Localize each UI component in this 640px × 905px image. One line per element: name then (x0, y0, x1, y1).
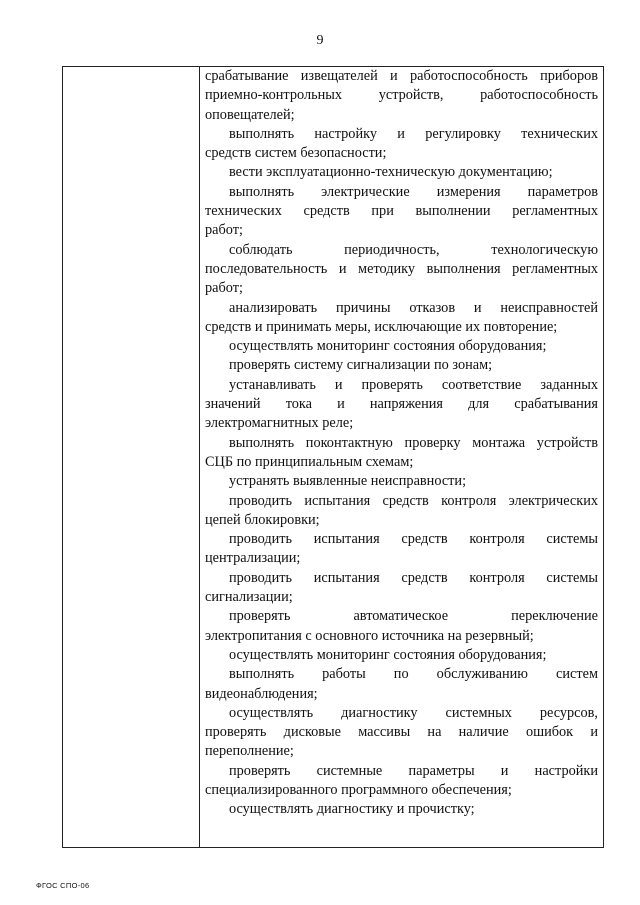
text-line: проверять систему сигнализации по зонам; (229, 357, 493, 374)
column-divider (199, 67, 200, 847)
text-line: значений тока и напряжения для срабатывания (205, 396, 598, 413)
text-line: централизации; (205, 550, 301, 567)
text-line: проверять системные параметры и настройки (229, 762, 598, 779)
text-line: цепей блокировки; (205, 511, 320, 528)
text-line: осуществлять мониторинг состояния оборудования; (229, 646, 547, 663)
text-line: устранять выявленные неисправности; (229, 473, 467, 490)
footer-label: ФГОС СПО-06 (36, 881, 90, 890)
text-line: технических средств при выполнении регламентных (205, 203, 598, 220)
text-line: срабатывание извещателей и работоспособность приборов (205, 68, 598, 84)
text-line: оповещателей; (205, 106, 295, 123)
text-line: проводить испытания средств контроля системы (229, 569, 598, 586)
text-line: переполнение; (205, 743, 294, 760)
text-line: СЦБ по принципиальным схемам; (205, 453, 414, 470)
competency-cell (205, 67, 598, 847)
text-line: проводить испытания средств контроля системы (229, 531, 598, 548)
content-table (62, 66, 604, 848)
text-line: вести эксплуатационно-техническую документацию; (229, 164, 553, 181)
text-line: выполнять настройку и регулировку технических (229, 125, 598, 142)
text-line: работ; (205, 280, 243, 297)
text-line: проверять дисковые массивы на наличие ошибок и (205, 724, 598, 741)
text-line: осуществлять мониторинг состояния оборудования; (229, 338, 547, 355)
text-line: осуществлять диагностику и прочистку; (229, 801, 475, 818)
page-number: 9 (316, 33, 324, 48)
text-line: выполнять поконтактную проверку монтажа устройств (229, 434, 598, 451)
text-line: приемно-контрольных устройств, работоспособность (205, 87, 598, 104)
text-line: выполнять электрические измерения параметров (229, 183, 598, 200)
text-line: работ; (205, 222, 243, 239)
text-line: проводить испытания средств контроля электрических (229, 492, 598, 509)
text-line: электромагнитных реле; (205, 415, 354, 432)
text-line: анализировать причины отказов и неисправностей (229, 299, 598, 316)
text-line: выполнять работы по обслуживанию систем (229, 666, 598, 683)
text-line: соблюдать периодичность, технологическую (229, 241, 598, 258)
text-line: средств и принимать меры, исключающие их повторение; (205, 318, 558, 335)
text-line: электропитания с основного источника на резервный; (205, 627, 534, 644)
text-line: последовательность и методику выполнения регламентных (205, 260, 598, 277)
text-line: осуществлять диагностику системных ресурсов, (229, 704, 598, 721)
text-line: специализированного программного обеспечения; (205, 781, 512, 798)
text-line: проверять автоматическое переключение (229, 608, 598, 625)
text-line: средств систем безопасности; (205, 145, 387, 162)
text-line: видеонаблюдения; (205, 685, 318, 702)
text-line: устанавливать и проверять соответствие заданных (229, 376, 598, 393)
text-line: сигнализации; (205, 589, 293, 606)
